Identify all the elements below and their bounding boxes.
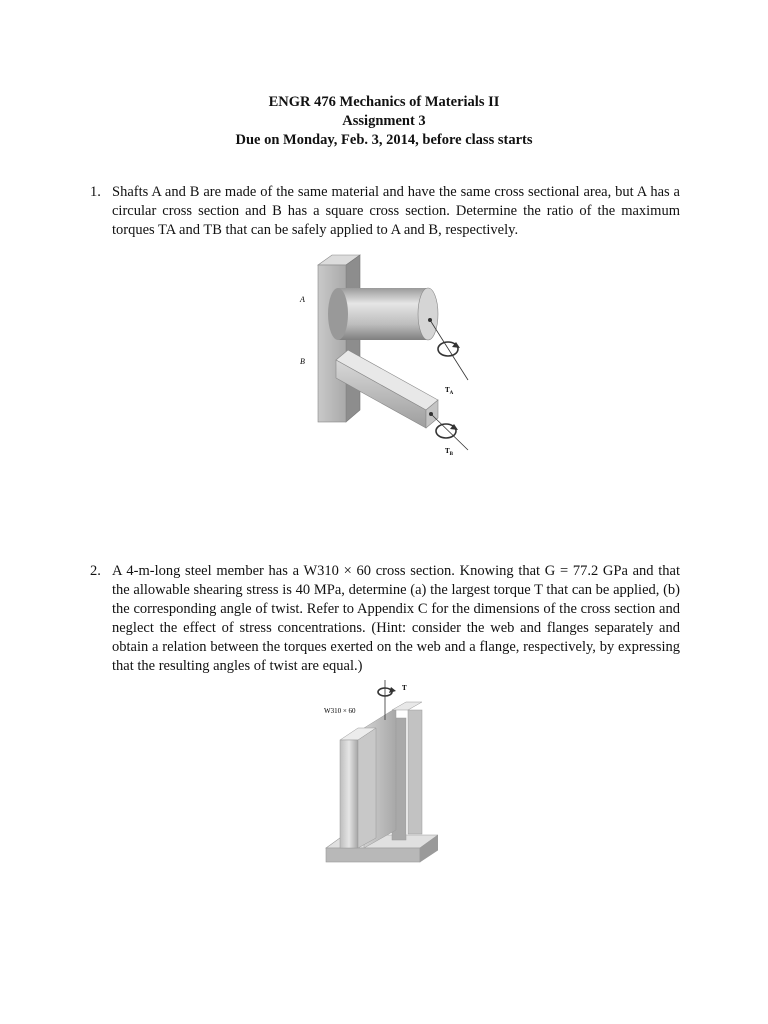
problem-text: A 4-m-long steel member has a W310 × 60 cross section. Knowing that G = 77.2 GPa and that the allowable shearing stress is 40 MPa, determine (a) the largest torque T that can be applied, (b) the corresponding angle of twist. Refer to Appendix C for the dimensions of the cross section and neglect the effect of stress concentrations. (Hint: consider the web and flanges separately and obtain a relation between the torques exerted on the web and a flange, respectively, by expressing that the resulting angles of twist are equal.) [112,563,680,674]
assignment-title: Assignment 3 [342,113,426,129]
problem-1 [90,183,680,240]
problem-number: 1. [90,184,101,200]
label-torque-a: $T_A$ [445,386,454,396]
shafts-figure [290,250,480,465]
label-torque-b: $T_B$ [445,447,454,457]
label-section: W310 × 60 [324,707,356,715]
label-torque: T [402,684,407,692]
label-b: B [300,357,305,366]
problem-number: 2. [90,563,101,579]
w-section-figure [318,680,438,885]
problem-text: Shafts A and B are made of the same material and have the same cross sectional area, but A has a circular cross section and B has a square cross section. Determine the ratio of the maximum torques TA and TB that can be safely applied to A and B, respectively. [112,184,680,238]
course-title: ENGR 476 Mechanics of Materials II [268,94,500,110]
w-section-illustration [318,680,438,885]
label-a: A [300,295,305,304]
assignment-header [0,93,768,150]
shafts-illustration [290,250,480,465]
problem-2 [90,562,680,676]
due-date: Due on Monday, Feb. 3, 2014, before class starts [235,132,533,148]
